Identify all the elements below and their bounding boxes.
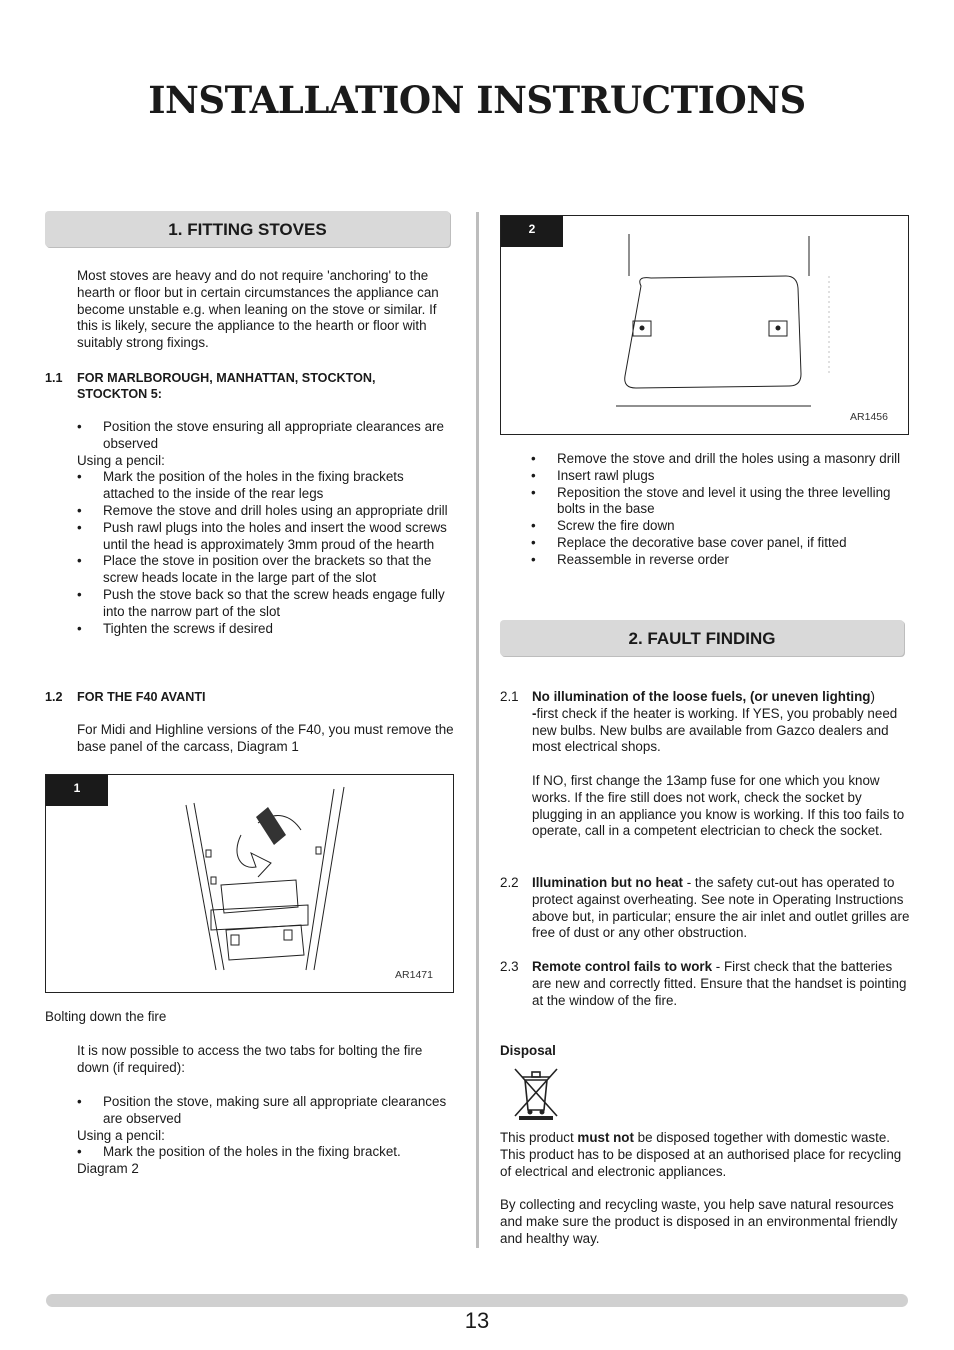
bullet-icon: • — [77, 620, 82, 636]
item-text: - First check that the batteries are new and correctly fitted. Ensure that the handset is pointing at the window of the fire. — [532, 959, 907, 1008]
bullet-icon: • — [77, 586, 82, 602]
list-item: • Reassemble in reverse order — [531, 551, 729, 567]
list-item: Using a pencil: — [77, 1127, 165, 1143]
page-number: 13 — [464, 1308, 490, 1333]
item-title: No illumination of the loose fuels, (or uneven lighting — [532, 689, 871, 704]
subsection-title: FOR THE F40 AVANTI — [77, 690, 206, 704]
bullet-icon: • — [531, 551, 536, 567]
subsection-1-2-heading — [45, 689, 445, 707]
diagram-number: 2 — [501, 216, 563, 247]
diagram-code: AR1456 — [850, 411, 888, 424]
subsection-1-1-heading — [45, 370, 445, 404]
item-title: Illumination but no heat — [532, 875, 684, 890]
bullet-icon: • — [77, 502, 82, 518]
diagram-1-illustration — [46, 775, 453, 992]
list-item: • Position the stove, making sure all appropriate clearances are observed — [77, 1094, 447, 1126]
list-item: • Tighten the screws if desired — [77, 620, 273, 636]
bullet-icon: • — [77, 553, 82, 569]
item-text: If NO, first change the 13amp fuse for one which you know works. If the fire still does not work, check the socket by plugging in an appliance you know is working. If this too fails to operate, call in a competent electrician to check the socket. — [532, 772, 905, 839]
disposal-heading: Disposal — [500, 1043, 556, 1058]
section-heading-fitting-stoves: 1. FITTING STOVES — [45, 211, 450, 247]
list-item: • Mark the position of the holes in the fixing brackets attached to the inside of the rear legs — [77, 469, 404, 502]
bullet-icon: • — [77, 419, 82, 434]
diagram-2-illustration — [501, 216, 908, 434]
section-heading-fault-finding: 2. FAULT FINDING — [500, 620, 904, 656]
list-item: • Replace the decorative base cover panel, if fitted — [531, 534, 847, 550]
bullet-icon: • — [531, 484, 536, 500]
item-number: 2.2 — [500, 875, 519, 890]
item-number: 2.1 — [500, 689, 519, 704]
diagram-number: 1 — [46, 775, 108, 806]
disposal-text-1: This product must not be disposed together with domestic waste. This product has to be disposed at an authorised place for recycling of electrical and electronic appliances. — [500, 1130, 902, 1179]
diagram-2 — [500, 215, 909, 435]
bullet-icon: • — [531, 534, 536, 550]
disposal-text-2: By collecting and recycling waste, you help save natural resources and make sure the product is disposed in an environmental friendly and healthy way. — [500, 1197, 898, 1246]
list-item: • Mark the position of the holes in the fixing bracket. — [77, 1144, 401, 1160]
subsection-number: 1.2 — [45, 690, 63, 704]
diagram-2-steps — [531, 451, 909, 569]
list-item: • Remove the stove and drill holes using an appropriate drill — [77, 502, 448, 518]
list-item: • Place the stove in position over the brackets so that the screw heads locate in the large part of the slot — [77, 553, 432, 586]
list-item: Diagram 2 — [77, 1161, 139, 1177]
bullet-icon: • — [77, 1144, 82, 1160]
diagram-1 — [45, 774, 454, 993]
fitting-intro: Most stoves are heavy and do not require 'anchoring' to the hearth or floor but in certain circumstances the appliance can become unstable e.g. when leaning on the stove or similar. If this is likely, secure the appliance to the hearth or floor with suitably strong fixings. — [77, 268, 439, 351]
diagram-code: AR1471 — [395, 969, 433, 982]
list-item: Using a pencil: — [77, 452, 165, 468]
list-item: • Reposition the stove and level it using the three levelling bolts in the base — [531, 484, 891, 517]
bullet-icon: • — [77, 1094, 82, 1109]
list-item: • Push the stove back so that the screw heads engage fully into the narrow part of the slot — [77, 586, 445, 619]
subsection-1-1-steps — [77, 419, 457, 637]
bullet-icon: • — [77, 519, 82, 535]
item-text: first check if the heater is working. If YES, you probably need new bulbs. New bulbs are available from Gazco dealers and most electrical shops. — [532, 705, 898, 755]
weee-crossed-bin-icon — [511, 1066, 561, 1122]
diagram-1-caption: Bolting down the fire — [45, 1009, 167, 1024]
page-title: INSTALLATION INSTRUCTIONS — [148, 78, 806, 122]
bullet-icon: • — [531, 467, 536, 483]
column-divider — [476, 212, 479, 1248]
list-item: • Screw the fire down — [531, 518, 675, 534]
item-number: 2.3 — [500, 959, 519, 974]
item-title: Remote control fails to work — [532, 959, 713, 974]
f40-instructions: For Midi and Highline versions of the F40, you must remove the base panel of the carcass, Diagram 1 — [77, 722, 454, 754]
bullet-icon: • — [531, 451, 536, 466]
bullet-icon: • — [531, 518, 536, 534]
subsection-number: 1.1 — [45, 371, 63, 385]
footer-bar — [46, 1294, 908, 1307]
bullet-icon: • — [77, 469, 82, 485]
list-item: • Position the stove ensuring all appropriate clearances are observed — [77, 419, 444, 451]
list-item: • Insert rawl plugs — [531, 467, 655, 483]
list-item: • Push rawl plugs into the holes and insert the wood screws until the head is approximately 3mm proud of the hearth — [77, 519, 447, 552]
subsection-title: FOR MARLBOROUGH, MANHATTAN, STOCKTON, STOCKTON 5: — [77, 371, 376, 401]
list-item: • Remove the stove and drill the holes using a masonry drill — [531, 451, 901, 466]
bolting-intro: It is now possible to access the two tabs for bolting the fire down (if required): — [77, 1043, 423, 1075]
bolting-steps — [77, 1094, 457, 1178]
item-text: - the safety cut-out has operated to protect against overheating. See note in Operating Instructions above but, in particular; ensure the air inlet and outlet grilles are free of dust or any other obstruction. — [532, 875, 910, 941]
